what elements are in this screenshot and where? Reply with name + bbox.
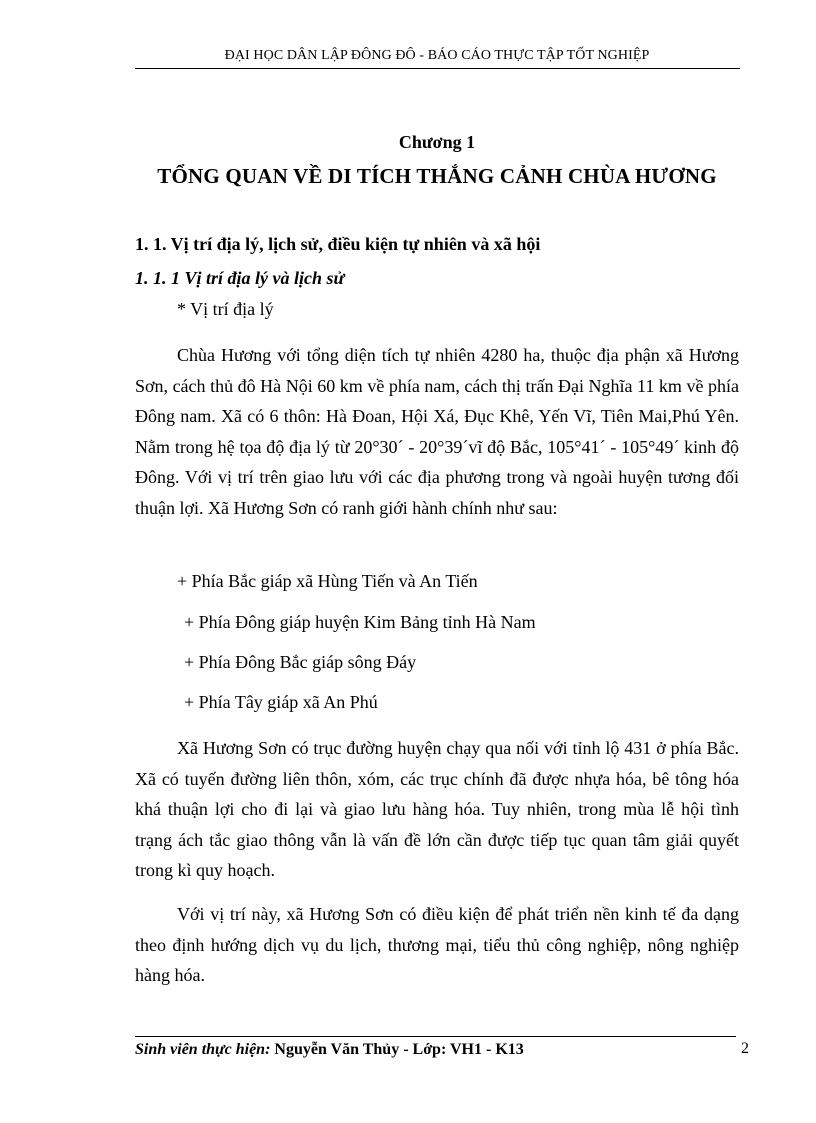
footer-value: Nguyễn Văn Thủy - Lớp: VH1 - K13	[274, 1041, 524, 1058]
chapter-title: TỔNG QUAN VỀ DI TÍCH THẮNG CẢNH CHÙA HƯƠNG	[157, 164, 717, 188]
chapter-number: Chương 1	[398, 132, 476, 152]
subsection-heading: 1. 1. 1 Vị trí địa lý và lịch sử	[135, 268, 345, 288]
border-item-north: + Phía Bắc giáp xã Hùng Tiến và An Tiến	[177, 571, 478, 591]
item-label: * Vị trí địa lý	[177, 299, 274, 319]
header-divider	[135, 68, 740, 69]
section-heading: 1. 1. Vị trí địa lý, lịch sử, điều kiện tự nhiên và xã hội	[135, 234, 541, 254]
page-number: 2	[741, 1040, 749, 1057]
footer-author	[135, 1041, 524, 1059]
paragraph-location: Chùa Hương với tổng diện tích tự nhiên 4280 ha, thuộc địa phận xã Hương Sơn, cách thủ đô Hà Nội 60 km về phía nam, cách thị trấn Đại Nghĩa 11 km về phía Đông nam. Xã có 6 thôn: Hà Đoan, Hội Xá, Đục Khê, Yến Vĩ, Tiên Mai,Phú Yên. Nằm trong hệ tọa độ địa lý từ 20°30´ - 20°39´vĩ độ Bắc, 105°41´ - 105°49´ kinh độ Đông. Với vị trí trên giao lưu với các địa phương trong và ngoài huyện tương đối thuận lợi. Xã Hương Sơn có ranh giới hành chính như sau:	[135, 345, 739, 518]
footer-divider	[135, 1036, 736, 1037]
footer-label: Sinh viên thực hiện:	[135, 1041, 271, 1058]
border-item-east: + Phía Đông giáp huyện Kim Bảng tỉnh Hà Nam	[184, 612, 536, 632]
border-item-northeast: + Phía Đông Bắc giáp sông Đáy	[184, 652, 417, 672]
border-item-west: + Phía Tây giáp xã An Phú	[184, 692, 378, 712]
paragraph-transport: Xã Hương Sơn có trục đường huyện chạy qua nối với tỉnh lộ 431 ở phía Bắc. Xã có tuyến đường liên thôn, xóm, các trục chính đã được nhựa hóa, bê tông hóa khá thuận lợi cho đi lại và giao lưu hàng hóa. Tuy nhiên, trong mùa lễ hội tình trạng ách tắc giao thông vẫn là vấn đề lớn cần được tiếp tục quan tâm giải quyết trong kì quy hoạch.	[135, 738, 739, 880]
paragraph-development: Với vị trí này, xã Hương Sơn có điều kiện để phát triển nền kinh tế đa dạng theo định hướng dịch vụ du lịch, thương mại, tiểu thủ công nghiệp, nông nghiệp hàng hóa.	[135, 904, 739, 985]
running-header: ĐẠI HỌC DÂN LẬP ĐÔNG ĐÔ - BÁO CÁO THỰC TẬP TỐT NGHIỆP	[224, 48, 650, 63]
